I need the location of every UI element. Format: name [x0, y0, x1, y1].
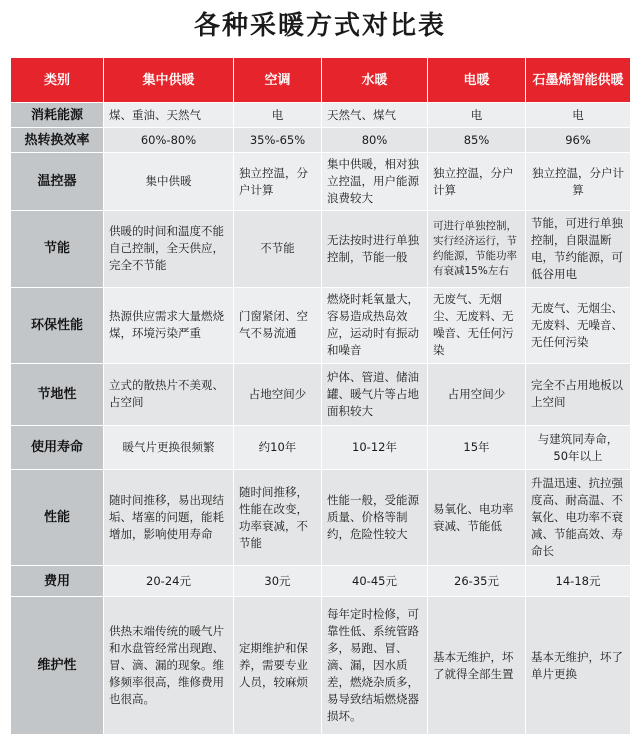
- table-cell: 15年: [428, 426, 526, 470]
- table-cell: 35%-65%: [234, 128, 322, 153]
- table-cell: 电: [234, 103, 322, 128]
- header-air-conditioning: 空调: [234, 58, 322, 103]
- row-label: 维护性: [11, 597, 104, 735]
- table-cell: 独立控温，分户计算: [234, 153, 322, 211]
- table-cell: 立式的散热片不美观、占空间: [104, 363, 234, 426]
- table-cell: 电: [526, 103, 631, 128]
- row-label: 性能: [11, 470, 104, 566]
- table-row: [11, 287, 631, 363]
- table-cell: 10-12年: [322, 426, 428, 470]
- table-cell: 不节能: [234, 211, 322, 287]
- table-cell: 独立控温，分户计算: [428, 153, 526, 211]
- header-electric-heating: 电暖: [428, 58, 526, 103]
- row-label: 节地性: [11, 363, 104, 426]
- table-cell: 燃烧时耗氧量大，容易造成热岛效应，运动时有振动和噪音: [322, 287, 428, 363]
- table-cell: 可进行单独控制，实行经济运行，节约能源，节能功率有衰减15%左右: [428, 211, 526, 287]
- table-row: [11, 363, 631, 426]
- header-graphene-heating: 石墨烯智能供暖: [526, 58, 631, 103]
- table-row: [11, 153, 631, 211]
- table-cell: 40-45元: [322, 565, 428, 596]
- table-cell: 无法按时进行单独控制，节能一般: [322, 211, 428, 287]
- table-cell: 门窗紧闭、空气不易流通: [234, 287, 322, 363]
- table-cell: 无废气、无烟尘、无废料、无噪音、无任何污染: [428, 287, 526, 363]
- table-cell: 约10年: [234, 426, 322, 470]
- table-cell: 热源供应需求大量燃烧煤，环境污染严重: [104, 287, 234, 363]
- table-cell: 60%-80%: [104, 128, 234, 153]
- table-cell: 炉体、管道、储油罐、暖气片等占地面积较大: [322, 363, 428, 426]
- table-cell: 随时间推移，性能在改变，功率衰减，不节能: [234, 470, 322, 566]
- table-cell: 易氧化、电功率衰减、节能低: [428, 470, 526, 566]
- table-cell: 定期维护和保养，需要专业人员，较麻烦: [234, 597, 322, 735]
- table-cell: 集中供暖: [104, 153, 234, 211]
- header-category: 类别: [11, 58, 104, 103]
- table-cell: 占地空间少: [234, 363, 322, 426]
- table-cell: 14-18元: [526, 565, 631, 596]
- table-cell: 集中供暖，相对独立控温，用户能源浪费较大: [322, 153, 428, 211]
- table-cell: 每年定时检修，可靠性低、系统管路多，易跑、冒、滴、漏，因水质差，燃烧杂质多，易导致结垢燃烧器损坏。: [322, 597, 428, 735]
- table-row: [11, 597, 631, 735]
- table-cell: 升温迅速、抗拉强度高、耐高温、不氧化、电功率不衰减、节能高效、寿命长: [526, 470, 631, 566]
- table-cell: 基本无维护，坏了单片更换: [526, 597, 631, 735]
- row-label: 消耗能源: [11, 103, 104, 128]
- table-cell: 80%: [322, 128, 428, 153]
- table-cell: 独立控温，分户计算: [526, 153, 631, 211]
- table-row: [11, 128, 631, 153]
- table-cell: 26-35元: [428, 565, 526, 596]
- header-central-heating: 集中供暖: [104, 58, 234, 103]
- table-cell: 占用空间少: [428, 363, 526, 426]
- header-row: [11, 58, 631, 103]
- table-cell: 节能，可进行单独控制，自限温断电，节约能源，可低谷用电: [526, 211, 631, 287]
- row-label: 温控器: [11, 153, 104, 211]
- row-label: 环保性能: [11, 287, 104, 363]
- table-row: [11, 426, 631, 470]
- table-row: [11, 103, 631, 128]
- header-water-heating: 水暖: [322, 58, 428, 103]
- table-cell: 随时间推移，易出现结垢、堵塞的问题，能耗增加，影响使用寿命: [104, 470, 234, 566]
- table-cell: 暖气片更换很频繁: [104, 426, 234, 470]
- table-cell: 性能一般，受能源质量、价格等制约，危险性较大: [322, 470, 428, 566]
- table-cell: 天然气、煤气: [322, 103, 428, 128]
- table-row: [11, 211, 631, 287]
- row-label: 费用: [11, 565, 104, 596]
- table-cell: 供暖的时间和温度不能自己控制，全天供应，完全不节能: [104, 211, 234, 287]
- page-title: 各种采暖方式对比表: [193, 11, 446, 41]
- table-cell: 20-24元: [104, 565, 234, 596]
- table-cell: 无废气、无烟尘、无废料、无噪音、无任何污染: [526, 287, 631, 363]
- table-cell: 30元: [234, 565, 322, 596]
- table-cell: 煤、重油、天然气: [104, 103, 234, 128]
- table-cell: 供热末端传统的暖气片和水盘管经常出现跑、冒、滴、漏的现象。维修频率很高，维修费用也很高。: [104, 597, 234, 735]
- table-row: [11, 470, 631, 566]
- table-cell: 电: [428, 103, 526, 128]
- table-cell: 85%: [428, 128, 526, 153]
- row-label: 使用寿命: [11, 426, 104, 470]
- row-label: 节能: [11, 211, 104, 287]
- table-cell: 96%: [526, 128, 631, 153]
- table-cell: 基本无维护，坏了就得全部生置: [428, 597, 526, 735]
- comparison-table: [10, 57, 631, 735]
- table-cell: 与建筑同寿命，50年以上: [526, 426, 631, 470]
- table-row: [11, 565, 631, 596]
- table-cell: 完全不占用地板以上空间: [526, 363, 631, 426]
- row-label: 热转换效率: [11, 128, 104, 153]
